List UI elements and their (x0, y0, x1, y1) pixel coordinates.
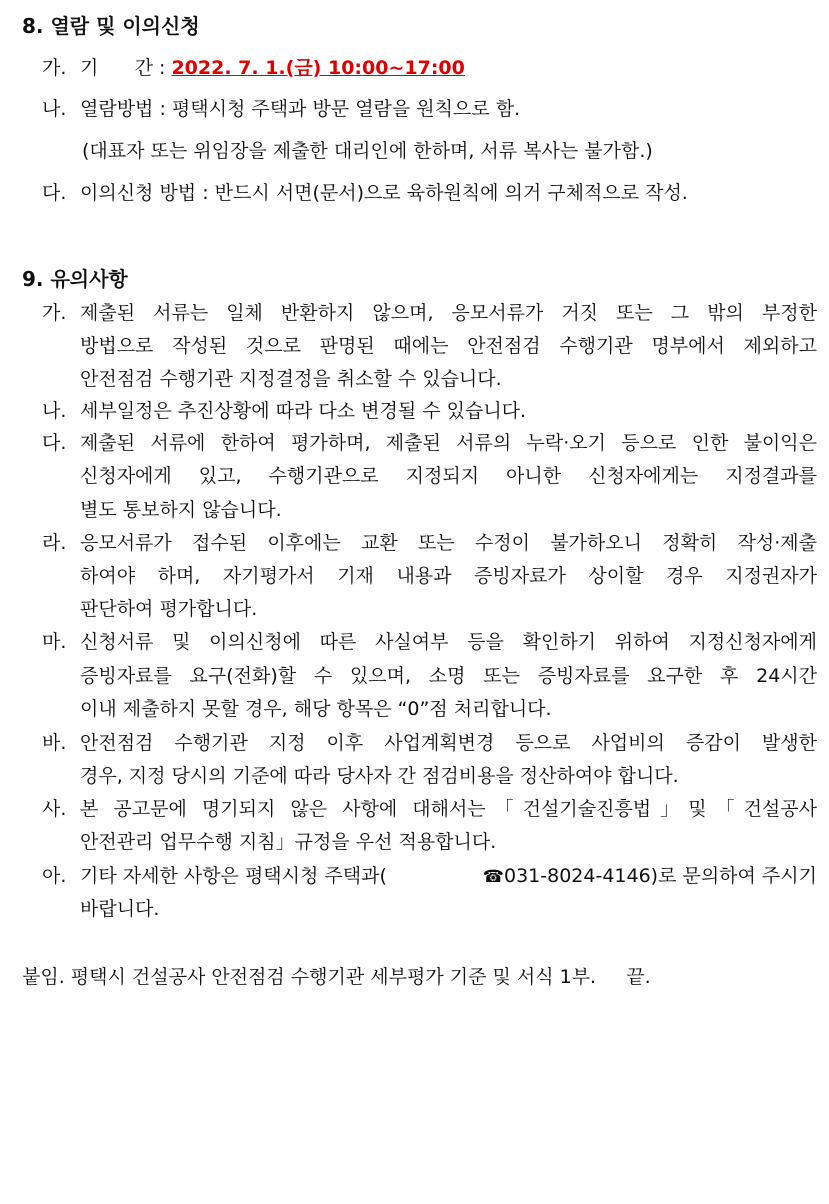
item-8c-text: 이의신청 방법 : 반드시 서면(문서)으로 육하원칙에 의거 구체적으로 작성. (80, 182, 688, 204)
item-9f-line: 경우, 지정 당시의 기준에 따라 당사자 간 점검비용을 정산하여야 합니다. (80, 765, 679, 787)
item-9d-line: 판단하여 평가합니다. (80, 598, 258, 620)
item-9g-line: 본 공고문에 명기되지 않은 사항에 대해서는「건설기술진흥법」및「건설공사 (80, 798, 817, 820)
item-9g-marker: 사. (42, 798, 67, 820)
item-9h-marker: 아. (42, 865, 67, 887)
item-8b-marker: 나. (42, 98, 67, 120)
item-9c-line: 제출된 서류에 한하여 평가하며, 제출된 서류의 누락·오기 등으로 인한 불이익은 (80, 432, 817, 454)
period-label: 기 간 : (80, 57, 166, 79)
phone-number: 031-8024-4146 (503, 865, 651, 887)
item-9f-marker: 바. (42, 732, 67, 754)
item-9d-marker: 라. (42, 532, 67, 554)
period-value: 2022. 7. 1.(금) 10:00~17:00 (171, 57, 465, 79)
item-9a-line: 제출된 서류는 일체 반환하지 않으며, 응모서류가 거짓 또는 그 밖의 부정한 (80, 302, 817, 324)
item-9e-line: 이내 제출하지 못할 경우, 해당 항목은 “0”점 처리합니다. (80, 698, 552, 720)
item-9h-phone (483, 863, 817, 890)
section-9-heading: 9. 유의사항 (22, 267, 128, 291)
item-9h-text-after: )로 문의하여 주시기 (650, 865, 817, 887)
item-9h-text: 기타 자세한 사항은 평택시청 주택과( (80, 865, 387, 887)
attachment-line: 붙임. 평택시 건설공사 안전점검 수행기관 세부평가 기준 및 서식 1부. 끝. (22, 966, 651, 988)
item-9b-line: 세부일정은 추진상황에 따라 다소 변경될 수 있습니다. (80, 400, 527, 422)
item-9h-line (80, 863, 817, 890)
item-8b-text: 열람방법 : 평택시청 주택과 방문 열람을 원칙으로 함. (80, 98, 521, 120)
section-8-heading: 8. 열람 및 이의신청 (22, 14, 200, 38)
item-9a-marker: 가. (42, 302, 67, 324)
item-9c-line: 신청자에게 있고, 수행기관으로 지정되지 아니한 신청자에게는 지정결과를 (80, 465, 817, 487)
item-9e-marker: 마. (42, 631, 67, 653)
item-9a-line: 방법으로 작성된 것으로 판명된 때에는 안전점검 수행기관 명부에서 제외하고 (80, 335, 817, 357)
item-8c-marker: 다. (42, 182, 67, 204)
item-9d-line: 하여야 하며, 자기평가서 기재 내용과 증빙자료가 상이할 경우 지정권자가 (80, 565, 817, 587)
item-8a-marker: 가. (42, 57, 67, 79)
phone-icon: ☎ (482, 867, 504, 887)
item-8a-period (80, 55, 465, 81)
item-9h-line: 바랍니다. (80, 898, 160, 920)
item-9f-line: 안전점검 수행기관 지정 이후 사업계획변경 등으로 사업비의 증감이 발생한 (80, 732, 817, 754)
item-9e-line: 증빙자료를 요구(전화)할 수 있으며, 소명 또는 증빙자료를 요구한 후 24시간 (80, 665, 817, 687)
item-8b-note: (대표자 또는 위임장을 제출한 대리인에 한하며, 서류 복사는 불가함.) (82, 140, 653, 162)
item-9e-line: 신청서류 및 이의신청에 따른 사실여부 등을 확인하기 위하여 지정신청자에게 (80, 631, 817, 653)
item-9g-line: 안전관리 업무수행 지침」규정을 우선 적용합니다. (80, 831, 497, 853)
item-9a-line: 안전점검 수행기관 지정결정을 취소할 수 있습니다. (80, 368, 502, 390)
item-9d-line: 응모서류가 접수된 이후에는 교환 또는 수정이 불가하오니 정확히 작성·제출 (80, 532, 817, 554)
item-9c-line: 별도 통보하지 않습니다. (80, 499, 282, 521)
item-9b-marker: 나. (42, 400, 67, 422)
item-9h-text-before (80, 863, 450, 890)
item-9c-marker: 다. (42, 432, 67, 454)
